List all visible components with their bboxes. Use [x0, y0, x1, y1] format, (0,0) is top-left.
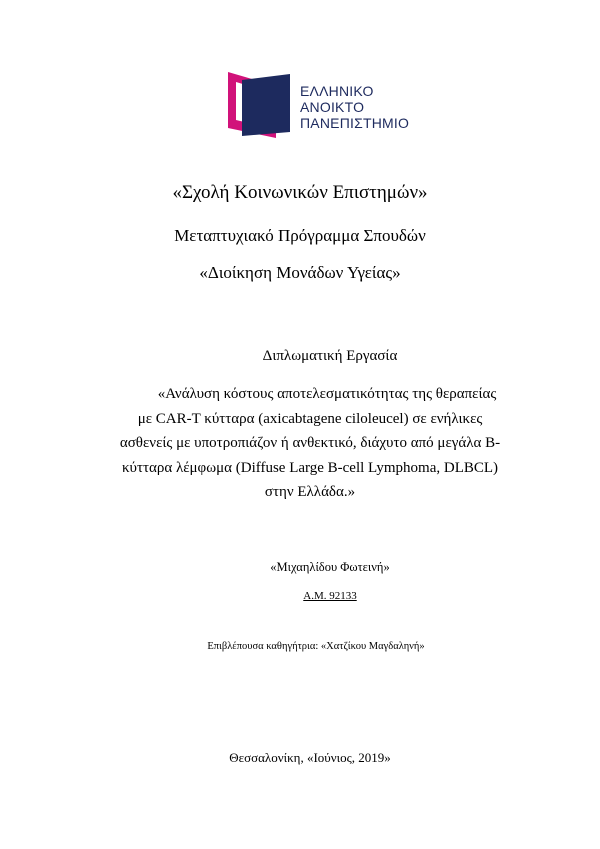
thesis-title-line: στην Ελλάδα.»: [264, 484, 356, 500]
student-id: Α.Μ. 92133: [303, 590, 357, 602]
thesis-title-line: ασθενείς με υποτροπιάζον ή ανθεκτικό, διάχυτο από μεγάλα Β-: [119, 435, 501, 451]
student-id-row: [30, 590, 600, 602]
program-title: Μεταπτυχιακό Πρόγραμμα Σπουδών: [174, 226, 426, 245]
thesis-title-line: με CAR-T κύτταρα (axicabtagene ciloleucel) σε ενήλικες: [137, 410, 483, 427]
university-logo-text: [300, 83, 409, 131]
thesis-title: [90, 382, 530, 505]
supervisor: Επιβλέπουσα καθηγήτρια: «Χατζίκου Μαγδαληνή»: [207, 641, 425, 652]
author-name: «Μιχαηλίδου Φωτεινή»: [270, 560, 390, 574]
school-name: «Σχολή Κοινωνικών Επιστημών»: [172, 182, 428, 203]
logo-line-3: ΠΑΝΕΠΙΣΤΗΜΙΟ: [300, 115, 410, 131]
thesis-label: Διπλωματική Εργασία: [262, 348, 398, 364]
program-name: «Διοίκηση Μονάδων Υγείας»: [199, 263, 401, 282]
university-logo-mark: [226, 70, 292, 140]
logo-line-1: ΕΛΛΗΝΙΚΟ: [300, 83, 374, 99]
thesis-title-line: «Ανάλυση κόστους αποτελεσματικότητας της θεραπείας: [157, 386, 497, 402]
university-logo: [226, 70, 416, 140]
logo-line-2: ΑΝΟΙΚΤΟ: [300, 99, 365, 115]
thesis-title-line: κύτταρα λέμφωμα (Diffuse Large B-cell Lymphoma, DLBCL): [121, 459, 499, 476]
place-date: Θεσσαλονίκη, «Ιούνιος, 2019»: [229, 750, 391, 765]
